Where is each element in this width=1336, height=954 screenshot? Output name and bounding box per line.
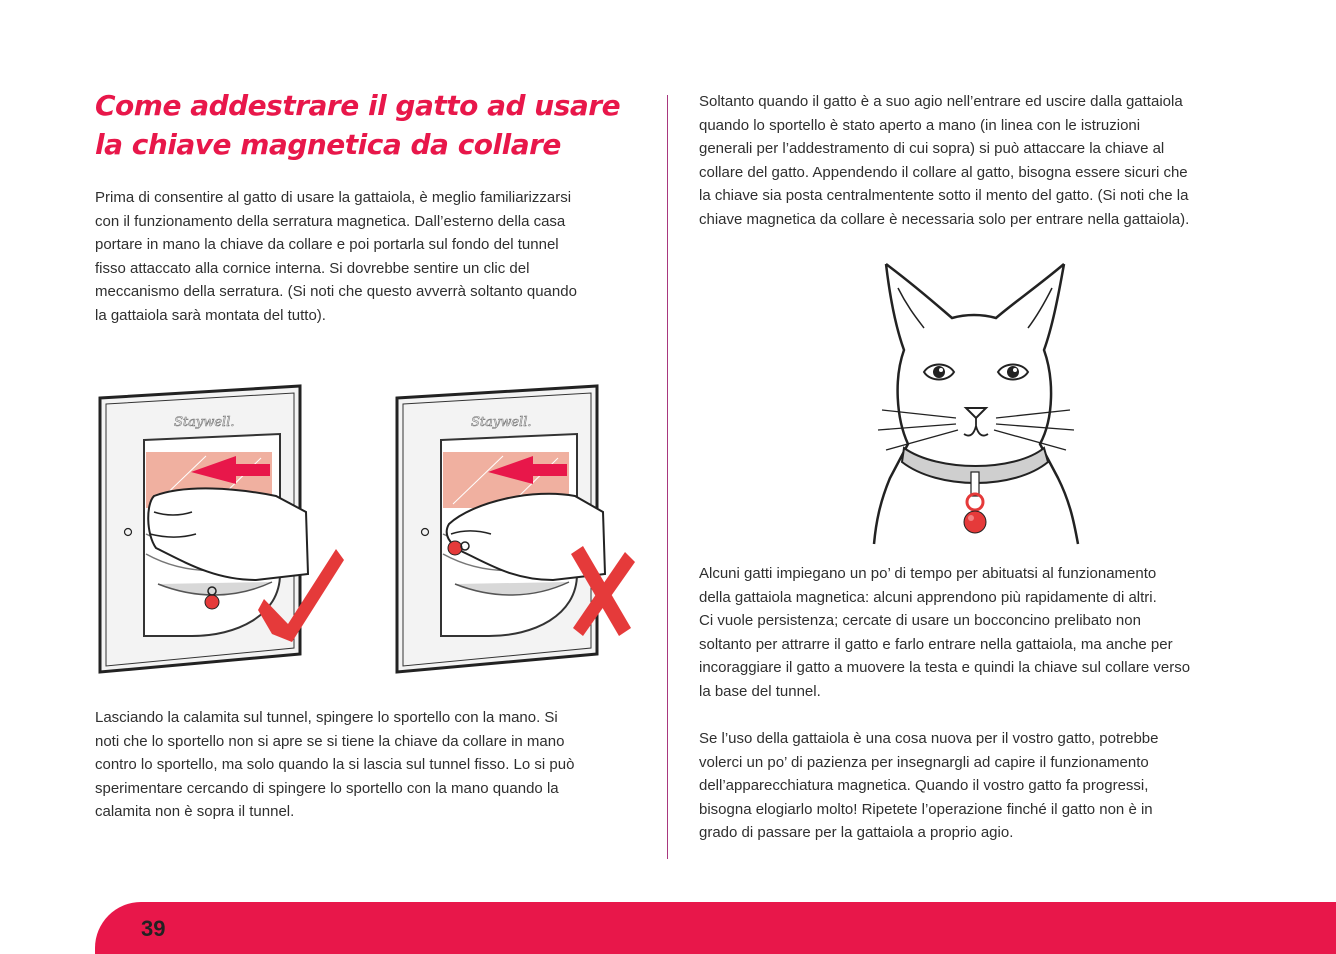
cat-flap-incorrect-illustration bbox=[393, 384, 643, 676]
collar-key-paragraph: Soltanto quando il gatto è a suo agio nell’entrare ed uscire dalla gattaiola quando lo sportello è stato aperto a mano (in linea con le istruzioni generali per l’addestramento di cui sopra) si può attaccare la chiave al collare del gatto. Appendendo il collare al gatto, bisogna essere sicuri che la chiave sia posta centralmentente sotto il mento del gatto. (Si noti che la chiave magnetica da collare è necessaria solo per entrare nella gattaiola). bbox=[699, 93, 1190, 228]
cat-eye-icon bbox=[924, 365, 954, 380]
instructions-paragraph: Lasciando la calamita sul tunnel, spingere lo sportello con la mano. Si noti che lo sportello non si apre se si tiene la chiave da collare in mano contro lo sportello, ma solo quando la si lascia sul tunnel fisso. Lo si può sperimentare cercando di spingere lo sportello con la mano quando la calamita non è sopra il tunnel. bbox=[95, 709, 575, 820]
brand-logo: Staywell. bbox=[174, 415, 235, 430]
column-divider bbox=[667, 95, 668, 859]
page-number: 39 bbox=[141, 916, 166, 941]
intro-paragraph: Prima di consentire al gatto di usare la gattaiola, è meglio familiarizzarsi con il funzionamento della serratura magnetica. Dall’esterno della casa portare in mano la chiave da collare e poi portarla sul fondo del tunnel fisso attaccato alla cornice interna. Si dovrebbe sentire un clic del meccanismo della serratura. (Si noti che questo avverrà soltanto quando la gattaiola sarà montata del tutto). bbox=[95, 189, 577, 324]
cat-with-collar-illustration bbox=[868, 258, 1083, 548]
footer-bar bbox=[95, 902, 1336, 954]
page-title: Come addestrare il gatto ad usare la chiave magnetica da collare bbox=[95, 89, 621, 161]
cat-eye-icon bbox=[998, 365, 1028, 380]
brand-logo: Staywell. bbox=[471, 415, 532, 430]
patience-paragraph: Se l’uso della gattaiola è una cosa nuova per il vostro gatto, potrebbe volerci un po’ di pazienza per insegnargli ad capire il funzionamento dell’apparecchiatura magnetica. Quando il vostro gatto fa progressi, bisogna elogiarlo molto! Ripetete l’operazione finché il gatto non è in grado di passare per la gattaiola a proprio agio. bbox=[699, 730, 1159, 841]
cat-flap-correct-illustration bbox=[96, 384, 346, 676]
persistence-paragraph: Alcuni gatti impiegano un po’ di tempo per abituatsi al funzionamento della gattaiola magnetica: alcuni apprendono più rapidamente di altri. Ci vuole persistenza; cercate di usare un bocconcino prelibato non soltanto per attrarre il gatto e farlo entrare nella gattaiola, ma anche per incoraggiare il gatto a muovere la testa e quindi la chiave sul collare verso la base del tunnel. bbox=[699, 565, 1191, 700]
